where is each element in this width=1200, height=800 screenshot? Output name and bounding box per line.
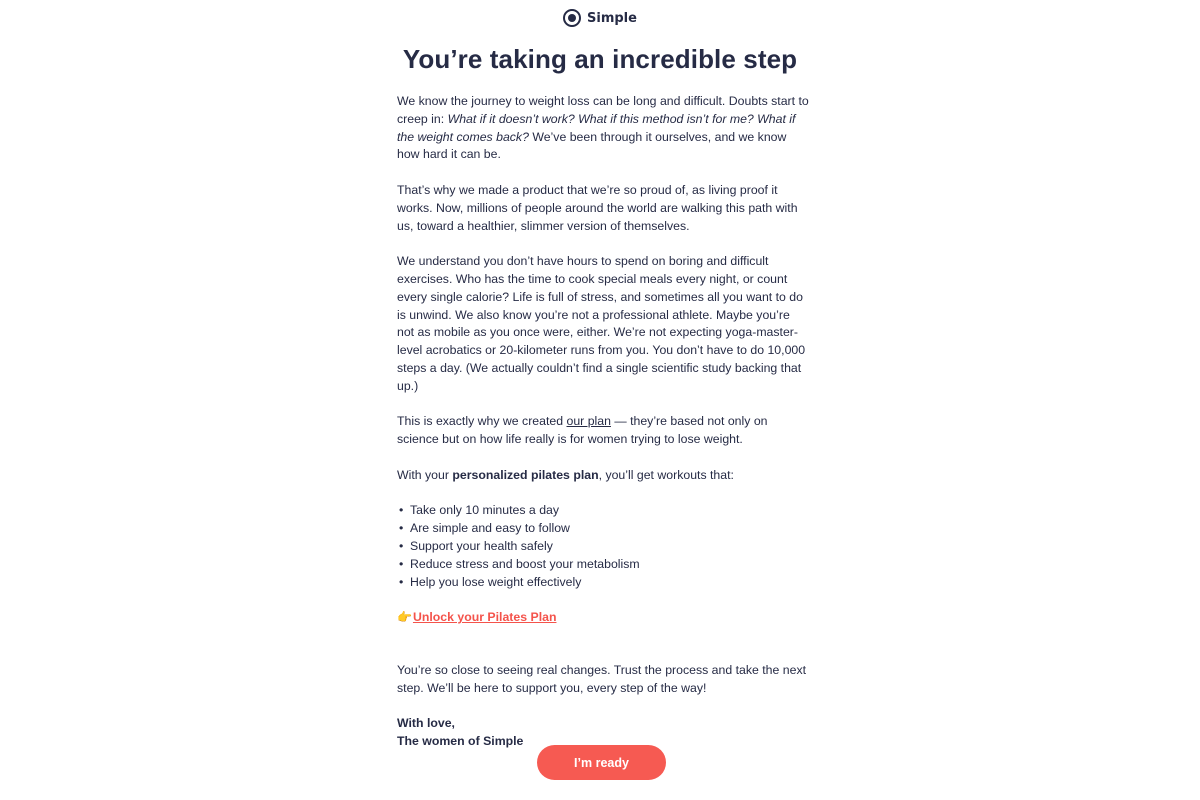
list-item: • Reduce stress and boost your metabolism bbox=[397, 556, 809, 574]
list-item: • Help you lose weight effectively bbox=[397, 574, 809, 592]
email-body bbox=[397, 93, 809, 751]
bullet-icon: • bbox=[399, 556, 404, 571]
pointing-hand-icon: 👉 bbox=[397, 610, 412, 625]
list-item: • Are simple and easy to follow bbox=[397, 520, 809, 538]
signoff-line-1: With love, bbox=[397, 716, 455, 731]
signoff-line-2: The women of Simple bbox=[397, 734, 524, 749]
brand-logo bbox=[0, 9, 1200, 27]
plan-paragraph: This is exactly why we created our plan — they’re based not only on science but on how life really is for women trying to lose weight. bbox=[397, 414, 768, 447]
list-item: • Support your health safely bbox=[397, 538, 809, 556]
list-item: • Take only 10 minutes a day bbox=[397, 502, 809, 520]
brand-name: Simple bbox=[587, 10, 637, 26]
bullet-icon: • bbox=[399, 503, 404, 518]
closing-paragraph: You’re so close to seeing real changes. Trust the process and take the next step. We’ll be here to support you, every step of the way! bbox=[397, 662, 807, 695]
im-ready-button[interactable]: I’m ready bbox=[537, 745, 666, 780]
workouts-intro: With your personalized pilates plan, you’ll get workouts that: bbox=[397, 467, 734, 482]
intro-paragraph: We know the journey to weight loss can be long and difficult. Doubts start to creep in: What if it doesn’t work? What if this method isn’t for me? What if the weight comes back? We’ve been through it ourselves, and we know how hard it can be. bbox=[397, 94, 809, 162]
bullet-icon: • bbox=[399, 538, 404, 553]
cta-link-row bbox=[397, 609, 809, 627]
product-paragraph: That’s why we made a product that we’re so proud of, as living proof it works. Now, millions of people around the world are walking this path with us, toward a healthier, slimmer version of themselves. bbox=[397, 182, 798, 233]
doubt-questions: What if it doesn’t work? What if this method isn’t for me? What if the weight comes back? bbox=[397, 111, 796, 144]
benefits-list bbox=[397, 502, 809, 591]
bullet-icon: • bbox=[399, 574, 404, 589]
understanding-paragraph: We understand you don’t have hours to spend on boring and difficult exercises. Who has the time to cook special meals every night, or count every single calorie? Life is full of stress, and sometimes all you want to do is unwind. We also know you’re not a professional athlete. Maybe you’re not as mobile as you once were, either. We’re not expecting yoga-master-level acrobatics or 20-kilometer runs from you. You don’t have to do 10,000 steps a day. (We actually couldn’t find a single scientific study backing that up.) bbox=[397, 254, 806, 393]
our-plan-link[interactable]: our plan bbox=[566, 414, 611, 429]
unlock-plan-link[interactable]: Unlock your Pilates Plan bbox=[412, 610, 557, 625]
page-title: You’re taking an incredible step bbox=[402, 44, 798, 74]
target-circle-icon bbox=[563, 9, 581, 27]
bullet-icon: • bbox=[399, 521, 404, 536]
